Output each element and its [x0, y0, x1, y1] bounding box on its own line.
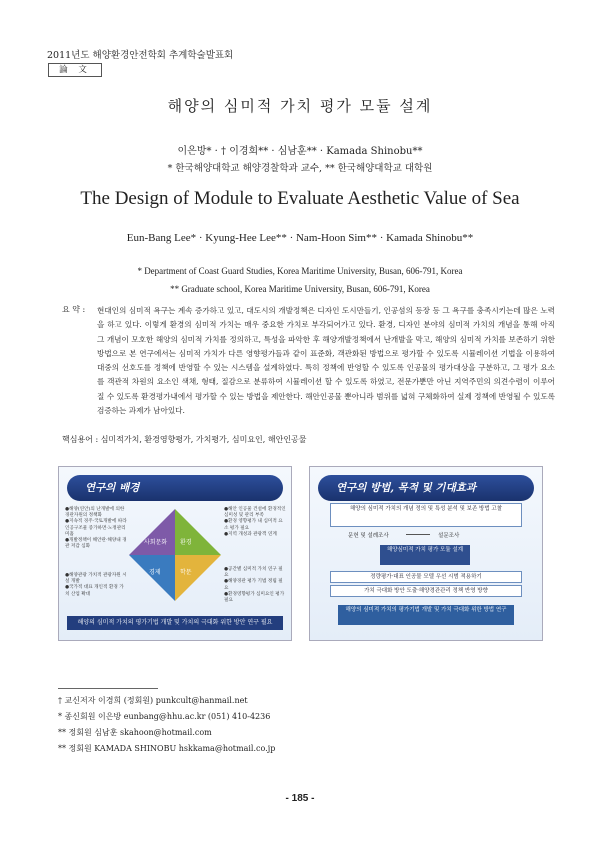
- affiliation-korean: * 한국해양대학교 해양경찰학과 교수, ** 한국해양대학교 대학원: [167, 163, 433, 174]
- right-notes: ●해안 인공물 건설에 환경적인 심미성 및 관리 부족 ●환경 영향평가 내 심미적 요소 평가 필요 ●지역 개성과 관광객 연계: [224, 507, 286, 537]
- right-notes-lower: ●공간별 심미적 가치 연구 필요 ●해양경관 평가 기법 정립 필요 ●환경영향평가 심미요인 평가 필요: [224, 567, 285, 604]
- footnote-3: ** 정회원 심남훈 skahoon@hotmail.com: [58, 728, 212, 737]
- method-literature: 문헌 및 설례조사: [348, 533, 389, 539]
- authors-korean: 이은방* · † 이경희** · 심남훈** · Kamada Shinobu**: [177, 146, 423, 157]
- diamond-label-right: 환경: [180, 539, 192, 546]
- footnote-2: * 종신회원 이은방 eunbang@hhu.ac.kr (051) 410-4236: [58, 712, 271, 721]
- footnote-1: † 교신저자 이경희 (정회원) punkcult@hanmail.net: [58, 696, 248, 705]
- authors-english: Eun-Bang Lee* · Kyung-Hee Lee** · Nam-Hoon Sim** · Kamada Shinobu**: [126, 232, 474, 244]
- paper-type-label: 論 文: [48, 63, 102, 77]
- method-survey: 설문조사: [438, 533, 460, 539]
- title-english: The Design of Module to Evaluate Aesthetic Value of Sea: [80, 188, 520, 209]
- diamond-label-left: 사회문화: [144, 539, 168, 546]
- left-notes-lower: ●해양관광 가치적 관광자원 시설 개발 ●국가적 대표 개인적 환경 가치 산업 확대: [65, 573, 127, 597]
- top-box: 해양의 심미적 가치의 개념 정의 및 특성 분석 및 보존 방법 고찰: [330, 503, 522, 527]
- page-number: - 185 -: [285, 793, 315, 804]
- result-box: 해양의 심미적 가치의 평가기법 개발 및 가치 극대화 위한 방법 연구: [338, 605, 514, 625]
- diamond-label-bottom-left: 경제: [149, 569, 161, 576]
- left-notes: ●해양(연안)의 난개발에 의한 경관자원의 정책화 ●지속적 경주·국토개발에 따라 인공구조물 증가하면·노정관리 미흡 ●개발정책이 해안관·해양내 경관 저감 심화: [65, 507, 127, 550]
- keywords: 핵심용어 : 심미적가치, 환경영향평가, 가치평가, 심미요인, 해안인공물: [62, 435, 307, 444]
- abstract-label: 요 약 :: [62, 305, 86, 314]
- step-line-1: 정량평가·대표 인공물 모델 우선 시범 적용하기: [330, 571, 522, 583]
- title-korean: 해양의 심미적 가치 평가 모듈 설계: [167, 97, 433, 115]
- footnote-4: ** 정회원 KAMADA SHINOBU hskkama@hotmail.co.jp: [58, 744, 276, 753]
- arrow-line: [406, 534, 430, 535]
- slide-heading: 연구의 배경: [67, 475, 283, 501]
- diamond-label-bottom-right: 학문: [180, 569, 192, 576]
- abstract-text: 현대인의 심미적 욕구는 계속 증가하고 있고, 대도시의 개발정책은 디자인 도시만들기, 인공섬의 등장 등 그 욕구를 충족시키는데 많은 노력을 하고 있다. 이렇게 환경의 심미적 가치는 매우 중요한 가치로 부각되어가고 있다. 환경, 디자인 분야의 심미적 가치의 개념을 통해 아직 그 개념이 모호한 해양의 심미적 가치를 정의하고, 특성을 파악한 후 해양개발정책에서 난개발을 막고, 해양의 심미적 가치를 보존하기 위한 방법으로 본 연구에서는 심미적 가치가 다른 영향평가들과 같이 표준화, 객관화된 방법으로 평가할 수 있도록 시뮬레이션 기법을 이용하여 대중의 선호도를 정책에 반영할 수 있는 시스템을 설계하였다. 특히 정책에 반영할 수 있도록 인공물의 평가대상을 구분하고, 그 평가 요소를 객관적 차원의 요소인 색채, 형태, 질감으로 분류하여 시뮬레이션 할 수 있도록 하였고, 전문가뿐만 아닌 지역주민의 의견수렴이 이루어질 수 있도록 환경평가내에서 평가할 수 있는 방법을 제안한다. 해안인공물 뿐아니라 범위를 넓혀 구체화하여 실제 정책에 반영될 수 있도록 검증하는 과제가 남아있다.: [97, 306, 555, 416]
- diamond-diagram: [59, 467, 291, 640]
- footnote-rule: [58, 688, 158, 689]
- affiliation-english-2: ** Graduate school, Korea Maritime University, Busan, 606-791, Korea: [170, 284, 430, 294]
- slide-heading: 연구의 방법, 목적 및 기대효과: [318, 475, 534, 501]
- figure-research-background: [58, 466, 292, 641]
- affiliation-english-1: * Department of Coast Guard Studies, Korea Maritime University, Busan, 606-791, Korea: [137, 266, 463, 276]
- conference-header: 2011년도 해양환경안전학회 추계학술발표회: [47, 50, 234, 61]
- center-box: 해양심미적 가치 평가 모듈 설계: [380, 545, 470, 565]
- step-line-2: 가치 극대화 방안 도출·해양경관관리 정책 반영 방향: [330, 585, 522, 597]
- slide-footer: 해양의 심미적 가치의 평가기법 개발 및 가치의 극대화 위한 방안 연구 필요: [67, 616, 283, 630]
- figure-research-method: [309, 466, 543, 641]
